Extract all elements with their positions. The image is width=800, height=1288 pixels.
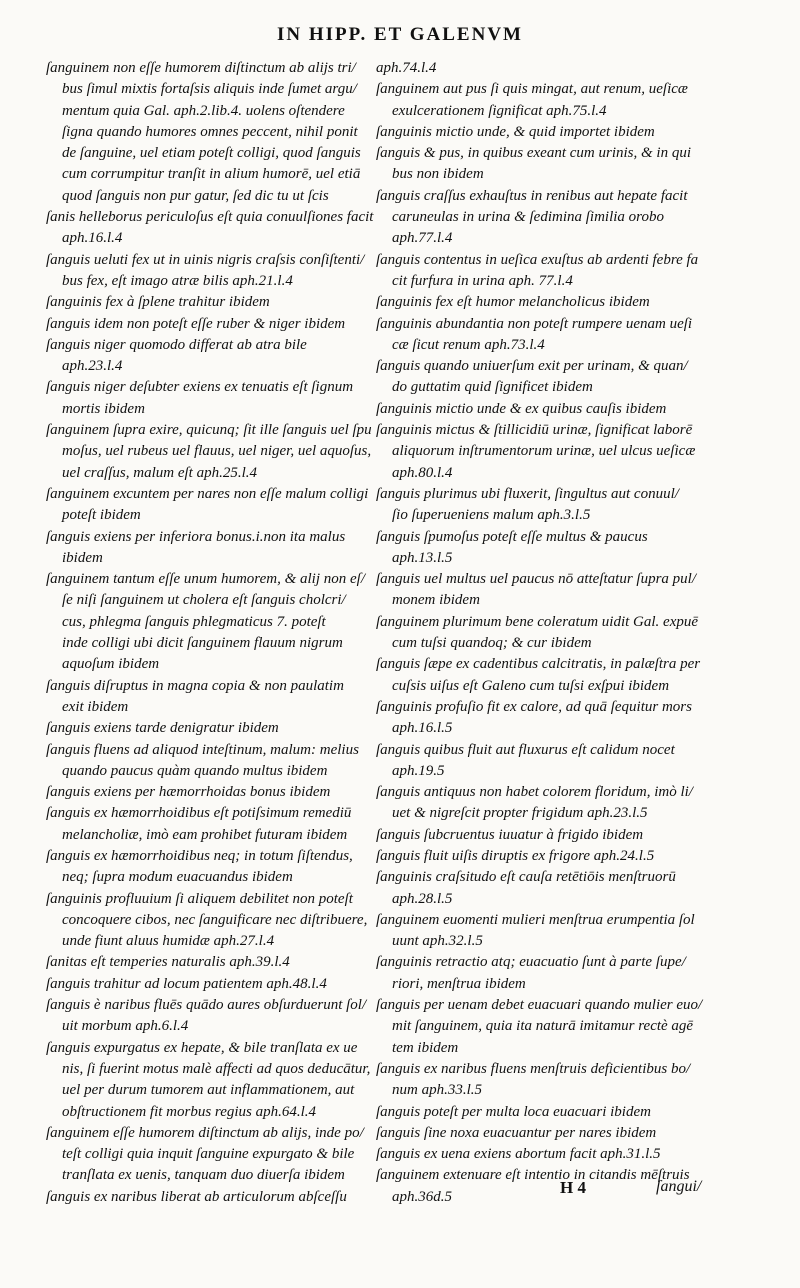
entry-line: aph.74.l.4: [376, 60, 437, 76]
entry-line: ſanguinem euomenti mulieri menſtrua erumpentia ſol: [376, 911, 695, 928]
entry-line: mentum quia Gal. aph.2.lib.4. uolens oſtendere: [62, 102, 345, 119]
entry-line: poteſt ibidem: [62, 507, 141, 524]
signature-mark: H 4: [560, 1178, 586, 1197]
index-entry: [46, 527, 364, 570]
entry-line: melancholiæ, imò eam prohibet futuram ibidem: [62, 826, 348, 843]
index-entry: [376, 143, 704, 186]
entry-line: bus ſimul mixtis fortaſsis aliquis inde ſumet argu/: [62, 81, 357, 98]
index-entry: [376, 1123, 704, 1144]
entry-line: ſanguis ex naribus liberat ab articulorum abſceſſu: [46, 1188, 347, 1205]
index-entry: [46, 803, 364, 846]
index-entry: [376, 740, 704, 783]
index-entry: [46, 676, 364, 719]
index-entry: [376, 292, 704, 313]
index-entry: [376, 995, 704, 1059]
entry-line: ibidem: [62, 549, 103, 566]
index-entry: [376, 782, 704, 825]
entry-line: ſanitas eſt temperies naturalis aph.39.l.4: [46, 954, 290, 971]
entry-line: ſanguis expurgatus ex hepate, & bile tranſlata ex ue: [46, 1039, 358, 1056]
index-entry: [376, 1059, 704, 1102]
entry-line: ſanguis ex naribus fluens menſtruis deficientibus bo/: [376, 1060, 691, 1077]
entry-line: aph.16.l.4: [62, 230, 123, 247]
index-entry: [46, 58, 364, 207]
entry-line: aph.36d.5: [392, 1188, 452, 1205]
entry-line: uel per durum tumorem aut inflammationem, aut: [62, 1082, 355, 1099]
entry-line: aquoſum ibidem: [62, 656, 160, 673]
entry-line: aph.23.l.4: [62, 358, 123, 375]
index-entry: [376, 484, 704, 527]
entry-line: ſanguis ex hæmorrhoidibus eſt potiſsimum remediū: [46, 805, 352, 822]
entry-line: ſanguinis craſsitudo eſt cauſa retētiōis menſtruorū: [376, 869, 676, 886]
entry-line: mit ſanguinem, quia ita naturā imitamur rectè agē: [392, 1018, 694, 1035]
entry-line: ſanguinem eſſe humorem diſtinctum ab alijs, inde po/: [46, 1124, 364, 1141]
entry-line: inde colligi ubi dicit ſanguinem flauum nigrum: [62, 635, 343, 652]
entry-line: ſanguinis mictus & ſtillicidiū urinæ, ſignificat laborē: [376, 422, 693, 439]
entry-line: tem ibidem: [392, 1039, 459, 1056]
entry-line: do guttatim quid ſignificet ibidem: [392, 379, 593, 396]
entry-line: ſanguis contentus in ueſica exuſtus ab ardenti febre fa: [376, 251, 699, 268]
entry-line: unde fiunt aluus humidæ aph.27.l.4: [62, 933, 275, 950]
index-entry: [376, 910, 704, 953]
entry-line: ſanguinis fex eſt humor melancholicus ibidem: [376, 294, 650, 311]
entry-line: bus non ibidem: [392, 166, 484, 183]
index-entry: [46, 718, 364, 739]
index-entry: [376, 79, 704, 122]
entry-line: aph.16.l.5: [392, 720, 453, 737]
entry-line: ſanguis craſſus exhauſtus in renibus aut hepate facit: [376, 187, 688, 204]
index-entry: [376, 654, 704, 697]
entry-line: cum tuſsi quandoq; & cur ibidem: [392, 635, 592, 652]
entry-line: ſanguis fluens ad aliquod inteſtinum, malum: melius: [46, 741, 359, 758]
entry-line: ſanguinem non eſſe humorem diſtinctum ab alijs tri/: [46, 60, 356, 76]
entry-line: ſanguis diſruptus in magna copia & non paulatim: [46, 677, 344, 694]
entry-line: ſanguis exiens per hæmorrhoidas bonus ibidem: [46, 784, 331, 801]
entry-line: cum corrumpitur tranſit in alium humorē, uel etiā: [62, 166, 361, 183]
entry-line: aph.19.5: [392, 762, 445, 779]
entry-line: ſanis helleborus periculoſus eſt quia conuulſiones facit: [46, 209, 374, 226]
entry-line: ſanguis ſæpe ex cadentibus calcitratis, in palæſtra per: [376, 656, 701, 673]
running-head: IN HIPP. ET GALENVM: [277, 24, 523, 45]
catchword: ſangui/: [656, 1178, 702, 1195]
index-entry: [376, 867, 704, 910]
entry-line: ſanguis idem non poteſt eſſe ruber & niger ibidem: [46, 315, 346, 332]
entry-line: ſanguis fluit uiſis diruptis ex frigore aph.24.l.5: [376, 847, 655, 864]
entry-line: ſanguis exiens tarde denigratur ibidem: [46, 720, 279, 737]
index-entry: [376, 122, 704, 143]
index-entry: [46, 782, 364, 803]
index-entry: [46, 292, 364, 313]
entry-line: monem ibidem: [392, 592, 480, 609]
entry-line: ſanguinis profuſio fit ex calore, ad quā ſequitur mors: [376, 698, 692, 715]
entry-line: moſus, uel rubeus uel flauus, uel niger, uel aquoſus,: [62, 443, 372, 460]
entry-line: ſanguis quibus fluit aut fluxurus eſt calidum nocet: [376, 741, 675, 758]
entry-line: ſanguis ſine noxa euacuantur per nares ibidem: [376, 1124, 657, 1141]
entry-line: bus fex, eſt imago atræ bilis aph.21.l.4: [62, 272, 293, 289]
entry-line: ſanguis exiens per inferiora bonus.i.non ita malus: [46, 528, 346, 545]
entry-line: uet & nigreſcit propter frigidum aph.23.l.5: [392, 805, 648, 822]
index-entry: [376, 1102, 704, 1123]
entry-line: ſanguis antiquus non habet colorem floridum, imò li/: [376, 784, 693, 801]
entry-line: cuſsis uiſus eſt Galeno cum tuſsi exſpui ibidem: [392, 677, 670, 694]
index-entry: [376, 186, 704, 250]
entry-line: ſanguis ex hæmorrhoidibus neq; in totum ſiſtendus,: [46, 847, 353, 864]
index-entry: [376, 250, 704, 293]
entry-line: cus, phlegma ſanguis phlegmaticus 7. poteſt: [62, 613, 326, 630]
entry-line: ſanguis è naribus fluēs quādo aures obſurduerunt ſol/: [46, 997, 367, 1014]
index-entry: [46, 740, 364, 783]
index-entry: [46, 250, 364, 293]
entry-line: ſanguinis fex à ſplene trahitur ibidem: [46, 294, 270, 311]
entry-line: ſe niſi ſanguinem ut cholera eſt ſanguis cholcri/: [62, 592, 346, 609]
entry-line: ſanguinis abundantia non poteſt rumpere uenam ueſi: [376, 315, 693, 332]
index-entry: [376, 569, 704, 612]
entry-line: ſanguinis profluuium ſi aliquem debilitet non poteſt: [46, 890, 353, 907]
index-entry: [376, 952, 704, 995]
entry-line: ſanguinis retractio atq; euacuatio ſunt à parte ſupe/: [376, 954, 686, 971]
entry-line: ſanguis ex uena exiens abortum facit aph.31.l.5: [376, 1146, 661, 1163]
index-entry: [376, 527, 704, 570]
entry-line: ſanguis trahitur ad locum patientem aph.48.l.4: [46, 975, 327, 992]
entry-line: exulcerationem ſignificat aph.75.l.4: [392, 102, 607, 119]
entry-line: ſio ſuperueniens malum aph.3.l.5: [392, 507, 591, 524]
index-entry: [376, 846, 704, 867]
entry-line: aph.80.l.4: [392, 464, 453, 481]
entry-line: neq; ſupra modum euacuandus ibidem: [62, 869, 293, 886]
entry-line: aph.13.l.5: [392, 549, 453, 566]
index-entry: [376, 314, 704, 357]
index-entry: [46, 995, 367, 1038]
index-entry: [376, 697, 704, 740]
entry-line: ſanguinem plurimum bene coleratum uidit Gal. expuē: [376, 613, 699, 630]
entry-line: ſanguis poteſt per multa loca euacuari ibidem: [376, 1103, 651, 1120]
entry-line: cit furfura in urina aph. 77.l.4: [392, 272, 573, 289]
entry-line: de ſanguine, uel etiam poteſt colligi, quod ſanguis: [62, 145, 361, 162]
index-entry: [376, 1144, 704, 1165]
index-entry: [46, 377, 364, 420]
left-column: [46, 58, 374, 1208]
index-entry: [46, 420, 372, 484]
index-entry: [376, 58, 704, 79]
entry-line: tranſlata ex uenis, tanquam duo diuerſa ibidem: [62, 1167, 345, 1184]
entry-line: ſanguis & pus, in quibus exeant cum urinis, & in qui: [376, 145, 691, 162]
index-entry: [376, 612, 704, 655]
entry-line: concoquere cibos, nec ſanguificare nec diſtribuere,: [62, 911, 368, 928]
entry-line: teſt colligi quia inquit ſanguine expurgato & bile: [62, 1146, 355, 1163]
entry-line: caruneulas in urina & ſedimina ſimilia orobo: [392, 209, 664, 226]
entry-line: uunt aph.32.l.5: [392, 933, 483, 950]
entry-line: ſanguis ueluti fex ut in uinis nigris craſsis conſiſtenti/: [46, 251, 365, 268]
entry-line: ſigna quando humores omnes peccent, nihil ponit: [62, 123, 358, 140]
index-entry: [46, 1123, 364, 1187]
right-column: [376, 58, 704, 1208]
entry-line: ſanguinis mictio unde, & quid importet ibidem: [376, 123, 655, 140]
entry-line: num aph.33.l.5: [392, 1082, 482, 1099]
entry-line: uit morbum aph.6.l.4: [62, 1018, 189, 1035]
entry-line: ſanguis ſubcruentus iuuatur à frigido ibidem: [376, 826, 644, 843]
entry-line: nis, ſi fuerint motus malè affecti ad quos deducātur,: [62, 1060, 371, 1077]
index-entry: [46, 335, 364, 378]
entry-line: mortis ibidem: [62, 400, 145, 417]
index-entry: [376, 825, 704, 846]
entry-line: aph.77.l.4: [392, 230, 453, 247]
index-entry: [376, 399, 704, 420]
entry-line: ſanguinem ſupra exire, quicunq; ſit ille ſanguis uel ſpu: [46, 422, 372, 439]
entry-line: obſtructionem fit morbus regius aph.64.l.4: [62, 1103, 317, 1120]
index-entry: [46, 569, 364, 675]
index-entry: [376, 1165, 704, 1208]
index-entry: [46, 952, 364, 973]
entry-line: ſanguis niger quomodo differat ab atra bile: [46, 336, 307, 353]
entry-line: ſanguis uel multus uel paucus nō atteſtatur ſupra pul/: [376, 571, 696, 588]
entry-line: quando paucus quàm quando multus ibidem: [62, 762, 328, 779]
entry-line: ſanguinem extenuare eſt intentio in citandis mēſtruis: [376, 1167, 690, 1184]
entry-line: cæ ſicut renum aph.73.l.4: [392, 336, 545, 353]
entry-line: aph.28.l.5: [392, 890, 453, 907]
index-entry: [46, 314, 364, 335]
entry-line: ſanguis plurimus ubi fluxerit, ſingultus aut conuul/: [376, 485, 679, 502]
entry-line: ſanguinis mictio unde & ex quibus cauſis ibidem: [376, 400, 667, 417]
index-entry: [46, 974, 364, 995]
index-entry: [46, 1187, 364, 1208]
entry-line: ſanguis niger deſubter exiens ex tenuatis eſt ſignum: [46, 379, 354, 396]
entry-line: uel craſſus, malum eſt aph.25.l.4: [62, 464, 257, 481]
index-entry: [46, 207, 374, 250]
entry-line: riori, menſtrua ibidem: [392, 975, 526, 992]
index-entry: [46, 846, 364, 889]
entry-line: ſanguinem excuntem per nares non eſſe malum colligi: [46, 485, 369, 502]
index-entry: [376, 356, 704, 399]
index-entry: [46, 1038, 371, 1123]
entry-line: quod ſanguis non pur gatur, ſed dic tu ut ſcis: [62, 187, 329, 204]
entry-line: aliquorum inſtrumentorum urinæ, uel ulcus ueſicæ: [392, 443, 696, 460]
entry-line: ſanguinem tantum eſſe unum humorem, & alij non eſ/: [46, 571, 365, 588]
entry-line: ſanguis quando uniuerſum exit per urinam, & quan/: [376, 358, 688, 375]
entry-line: ſanguis per uenam debet euacuari quando mulier euo/: [376, 997, 703, 1014]
index-entry: [376, 420, 704, 484]
entry-line: exit ibidem: [62, 698, 129, 715]
entry-line: ſanguinem aut pus ſi quis mingat, aut renum, ueſicæ: [376, 81, 688, 98]
index-entry: [46, 889, 368, 953]
index-entry: [46, 484, 369, 527]
entry-line: ſanguis ſpumoſus poteſt eſſe multus & paucus: [376, 528, 648, 545]
